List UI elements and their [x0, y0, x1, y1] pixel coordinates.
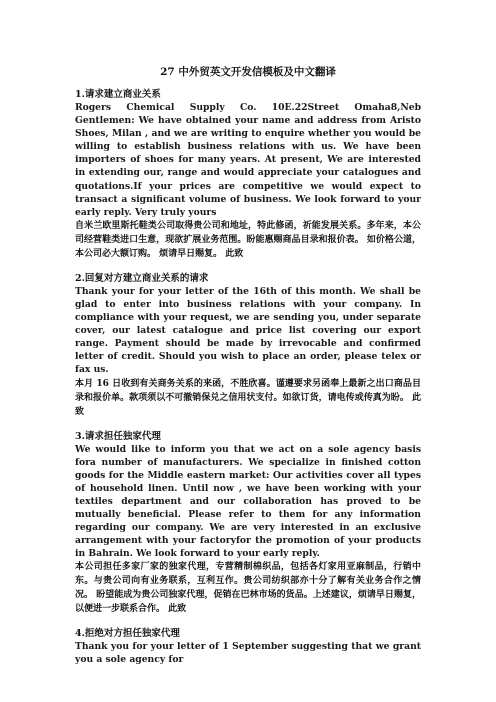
english-letter-text: Rogers Chemical Supply Co. 10E.22Street Omaha8,Neb Gentlemen: We have obtained your name and address from Aristo Shoes, Milan , and we are writing to enquire whether you would be willing to establish business relations with us. We have been importers of shoes for many years. At present, We are interested in extending our, range and would appreciate your catalogues and quotations.If your prices are competitive we would expect to transact a significant volume of business. We look forward to your early reply. Very truly yours — [75, 102, 421, 218]
document-page — [75, 66, 421, 678]
chinese-translation-text: 自米兰欧里斯托鞋类公司取得贵公司和地址，特此修函，祈能发展关系。多年来，本公司经营鞋类进口生意，现欲扩展业务范围。盼能惠赐商品目录和报价表。 如价格公道，本公司必大额订购。 烦请早日赐复。 此致 — [75, 220, 421, 259]
section-1 — [75, 88, 421, 261]
chinese-translation-text: 本月 16 日收到有关商务关系的来函，不胜欣喜。谨遵要求另函奉上最新之出口商品目录和报价单。款项须以不可撤销保兑之信用状支付。如欲订货，请电传或传真为盼。 此致 — [75, 378, 421, 417]
section-heading: 4.拒绝对方担任独家代理 — [75, 628, 180, 640]
english-letter-text: Thank your for your letter of the 16th of this month. We shall be glad to enter into business relations with your company. In compliance with your request, we are sending you, under separate cover, our latest catalogue and price list covering our export range. Payment should be made by irrevocable and confirmed letter of credit. Should you wish to place an order, please telex or fax us. — [75, 285, 421, 376]
section-heading: 2.回复对方建立商业关系的请求 — [75, 272, 209, 284]
document-title: 27 中外贸英文开发信模板及中文翻译 — [160, 66, 336, 78]
section-4 — [75, 627, 421, 666]
english-letter-text: Thank you for your letter of 1 September suggesting that we grant you a sole agency for — [75, 641, 421, 666]
english-letter-text: We would like to inform you that we act on a sole agency basis fora number of manufacturers. We specialize in finished cotton goods for the Middle eastern market: Our activities cover all types of household linen. Until now , we have been working with your textiles department and our collaboration has proved to be mutually beneficial. Please refer to them for any information regarding our company. We are very interested in an exclusive arrangement with your factoryfor the promotion of your products in Bahrain. We look forward to your early reply. — [75, 443, 421, 560]
section-heading: 1.请求建立商业关系 — [75, 89, 161, 100]
chinese-translation-text: 本公司担任多家厂家的独家代理，专营精制棉织品，包括各灯家用亚麻制品，行销中东。与贵公司向有业务联系，互利互作。贵公司纺织部亦十分了解有关业务合作之情况。 盼望能成为贵公司独家代理，促销在巴林市场的货品。上述建议，烦请早日赐复，以便进一步联系合作。 此致 — [75, 562, 421, 615]
section-2 — [75, 272, 421, 419]
section-3 — [75, 430, 421, 617]
section-heading: 3.请求担任独家代理 — [75, 430, 161, 442]
